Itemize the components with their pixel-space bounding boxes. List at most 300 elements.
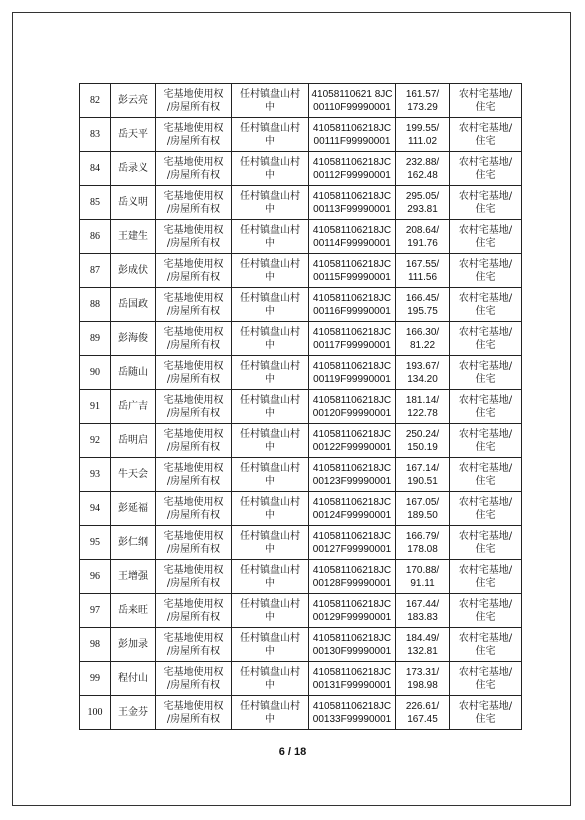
right-type-cell — [156, 458, 232, 492]
land-use-line: 住宅 — [475, 203, 496, 215]
area-line: 132.81 — [407, 645, 438, 657]
land-use-cell — [450, 424, 522, 458]
area-line: 166.45/ — [405, 292, 440, 304]
area-line: 178.08 — [407, 543, 438, 555]
location-line: 中 — [265, 237, 275, 249]
area-line: 250.24/ — [405, 428, 440, 440]
unit-code-cell — [309, 84, 396, 118]
area-line: 167.05/ — [405, 496, 440, 508]
land-use-line: 住宅 — [475, 441, 496, 453]
land-use-cell — [450, 458, 522, 492]
table-row — [80, 696, 522, 730]
unit-code-cell — [309, 628, 396, 662]
right-type-cell — [156, 254, 232, 288]
unit-code-cell — [309, 662, 396, 696]
table-row — [80, 254, 522, 288]
holder-name-cell: 彭云亮 — [111, 84, 156, 118]
area-line: 226.61/ — [405, 700, 440, 712]
location-line: 任村镇盘山村 — [240, 598, 300, 610]
unit-code-cell — [309, 356, 396, 390]
right-type-cell — [156, 526, 232, 560]
holder-name-cell: 彭仁纲 — [111, 526, 156, 560]
location-cell — [232, 424, 309, 458]
location-line: 中 — [265, 577, 275, 589]
unit-code-line: 410581106218JC — [312, 462, 392, 474]
location-line: 任村镇盘山村 — [240, 632, 300, 644]
area-cell — [396, 594, 450, 628]
row-number-cell: 82 — [80, 84, 111, 118]
right-type-line: 宅基地使用权 — [163, 122, 224, 134]
right-type-line: 宅基地使用权 — [163, 598, 224, 610]
right-type-line: 宅基地使用权 — [163, 462, 224, 474]
location-cell — [232, 390, 309, 424]
land-use-line: 住宅 — [475, 475, 496, 487]
unit-code-cell — [309, 696, 396, 730]
unit-code-cell — [309, 594, 396, 628]
right-type-line: /房屋所有权 — [166, 611, 221, 623]
area-line: 199.55/ — [405, 122, 440, 134]
unit-code-line: 00115F99990001 — [313, 271, 391, 283]
land-use-cell — [450, 288, 522, 322]
location-line: 任村镇盘山村 — [240, 122, 300, 134]
area-line: 122.78 — [407, 407, 438, 419]
land-use-line: 农村宅基地/ — [458, 326, 513, 338]
right-type-line: /房屋所有权 — [166, 373, 221, 385]
unit-code-line: 00120F99990001 — [312, 407, 392, 419]
holder-name-cell: 彭成伏 — [111, 254, 156, 288]
right-type-line: /房屋所有权 — [166, 679, 221, 691]
right-type-cell — [156, 118, 232, 152]
location-line: 中 — [265, 203, 275, 215]
area-line: 111.02 — [407, 135, 438, 147]
land-use-line: 农村宅基地/ — [458, 394, 513, 406]
right-type-line: 宅基地使用权 — [163, 632, 224, 644]
area-line: 167.55/ — [405, 258, 440, 270]
land-use-cell — [450, 594, 522, 628]
unit-code-line: 410581106218JC — [312, 122, 392, 134]
unit-code-line: 410581106218JC — [312, 530, 392, 542]
location-line: 中 — [265, 135, 275, 147]
land-use-line: 住宅 — [475, 237, 496, 249]
right-type-cell — [156, 424, 232, 458]
right-type-line: 宅基地使用权 — [163, 190, 224, 202]
table-row — [80, 288, 522, 322]
right-type-line: /房屋所有权 — [166, 441, 221, 453]
right-type-cell — [156, 696, 232, 730]
table-row — [80, 492, 522, 526]
right-type-line: 宅基地使用权 — [163, 394, 224, 406]
row-number-cell: 85 — [80, 186, 111, 220]
table-row — [80, 152, 522, 186]
area-line: 173.31/ — [405, 666, 440, 678]
area-line: 173.29 — [407, 101, 438, 113]
right-type-cell — [156, 662, 232, 696]
land-use-line: 农村宅基地/ — [458, 700, 513, 712]
right-type-cell — [156, 322, 232, 356]
right-type-line: 宅基地使用权 — [163, 530, 224, 542]
row-number-cell: 83 — [80, 118, 111, 152]
location-cell — [232, 458, 309, 492]
land-use-line: 住宅 — [475, 679, 496, 691]
right-type-cell — [156, 628, 232, 662]
land-use-line: 农村宅基地/ — [458, 156, 513, 168]
land-use-line: 住宅 — [475, 543, 496, 555]
right-type-line: /房屋所有权 — [166, 543, 221, 555]
unit-code-line: 00133F99990001 — [312, 713, 392, 725]
area-line: 198.98 — [407, 679, 438, 691]
location-line: 任村镇盘山村 — [240, 496, 300, 508]
location-cell — [232, 220, 309, 254]
land-use-line: 住宅 — [475, 373, 496, 385]
land-use-cell — [450, 152, 522, 186]
unit-code-line: 410581106218JC — [312, 700, 392, 712]
unit-code-line: 410581106218JC — [312, 360, 392, 372]
area-line: 293.81 — [407, 203, 438, 215]
unit-code-line: 00119F99990001 — [313, 373, 391, 385]
area-cell — [396, 390, 450, 424]
land-use-line: 住宅 — [475, 271, 496, 283]
location-line: 中 — [265, 305, 275, 317]
area-line: 170.88/ — [405, 564, 440, 576]
area-line: 167.14/ — [405, 462, 440, 474]
area-cell — [396, 458, 450, 492]
land-use-line: 农村宅基地/ — [458, 462, 513, 474]
right-type-line: /房屋所有权 — [166, 203, 221, 215]
row-number-cell: 95 — [80, 526, 111, 560]
location-cell — [232, 186, 309, 220]
land-use-cell — [450, 390, 522, 424]
unit-code-line: 00129F99990001 — [312, 611, 392, 623]
land-use-line: 住宅 — [475, 339, 496, 351]
unit-code-line: 410581106218JC — [312, 156, 392, 168]
right-type-line: /房屋所有权 — [166, 237, 221, 249]
right-type-line: 宅基地使用权 — [163, 428, 224, 440]
holder-name-cell: 岳录义 — [111, 152, 156, 186]
right-type-line: /房屋所有权 — [166, 169, 221, 181]
area-cell — [396, 628, 450, 662]
location-line: 任村镇盘山村 — [240, 224, 300, 236]
right-type-cell — [156, 390, 232, 424]
area-line: 91.11 — [410, 577, 435, 589]
holder-name-cell: 彭海俊 — [111, 322, 156, 356]
row-number-cell: 100 — [80, 696, 111, 730]
table-row — [80, 662, 522, 696]
area-cell — [396, 492, 450, 526]
unit-code-line: 410581106218JC — [312, 428, 392, 440]
table-row — [80, 560, 522, 594]
area-line: 166.30/ — [405, 326, 440, 338]
unit-code-line: 00116F99990001 — [313, 305, 391, 317]
area-line: 161.57/ — [405, 88, 440, 100]
unit-code-line: 00117F99990001 — [313, 339, 391, 351]
holder-name-cell: 岳明启 — [111, 424, 156, 458]
area-line: 81.22 — [409, 339, 436, 351]
area-line: 167.45 — [407, 713, 438, 725]
row-number-cell: 88 — [80, 288, 111, 322]
area-cell — [396, 288, 450, 322]
location-cell — [232, 288, 309, 322]
unit-code-cell — [309, 288, 396, 322]
area-line: 295.05/ — [405, 190, 440, 202]
unit-code-line: 410581106218JC — [312, 258, 392, 270]
area-line: 189.50 — [407, 509, 438, 521]
land-use-line: 农村宅基地/ — [458, 360, 513, 372]
right-type-line: 宅基地使用权 — [163, 88, 224, 100]
area-line: 162.48 — [407, 169, 438, 181]
unit-code-cell — [309, 424, 396, 458]
row-number-cell: 99 — [80, 662, 111, 696]
unit-code-line: 410581106218JC — [312, 666, 392, 678]
unit-code-line: 410581106218JC — [312, 326, 392, 338]
unit-code-cell — [309, 186, 396, 220]
area-line: 166.79/ — [405, 530, 440, 542]
location-line: 任村镇盘山村 — [240, 530, 300, 542]
land-use-line: 农村宅基地/ — [458, 666, 513, 678]
table-row — [80, 594, 522, 628]
location-line: 中 — [265, 645, 275, 657]
location-cell — [232, 118, 309, 152]
location-line: 任村镇盘山村 — [240, 428, 300, 440]
area-line: 232.88/ — [405, 156, 440, 168]
row-number-cell: 90 — [80, 356, 111, 390]
location-line: 任村镇盘山村 — [240, 394, 300, 406]
area-line: 150.19 — [407, 441, 438, 453]
right-type-line: /房屋所有权 — [166, 577, 221, 589]
location-line: 中 — [265, 373, 275, 385]
location-cell — [232, 152, 309, 186]
table-row — [80, 458, 522, 492]
right-type-line: 宅基地使用权 — [163, 258, 224, 270]
table-row — [80, 220, 522, 254]
area-cell — [396, 220, 450, 254]
unit-code-line: 00127F99990001 — [312, 543, 392, 555]
area-line: 191.76 — [407, 237, 438, 249]
unit-code-line: 410581106218JC — [312, 564, 392, 576]
location-line: 中 — [265, 713, 275, 725]
right-type-line: /房屋所有权 — [166, 475, 221, 487]
location-cell — [232, 492, 309, 526]
row-number-cell: 86 — [80, 220, 111, 254]
table-row — [80, 424, 522, 458]
location-cell — [232, 356, 309, 390]
holder-name-cell: 王建生 — [111, 220, 156, 254]
row-number-cell: 97 — [80, 594, 111, 628]
holder-name-cell: 彭延福 — [111, 492, 156, 526]
location-line: 中 — [265, 407, 275, 419]
right-type-cell — [156, 288, 232, 322]
right-type-cell — [156, 186, 232, 220]
holder-name-cell: 王增强 — [111, 560, 156, 594]
location-cell — [232, 662, 309, 696]
right-type-line: 宅基地使用权 — [163, 292, 224, 304]
right-type-line: 宅基地使用权 — [163, 700, 224, 712]
unit-code-cell — [309, 526, 396, 560]
row-number-cell: 94 — [80, 492, 111, 526]
right-type-line: /房屋所有权 — [166, 305, 221, 317]
area-cell — [396, 322, 450, 356]
location-line: 任村镇盘山村 — [240, 326, 300, 338]
land-use-line: 住宅 — [475, 305, 496, 317]
right-type-line: /房屋所有权 — [166, 339, 221, 351]
row-number-cell: 84 — [80, 152, 111, 186]
location-line: 中 — [265, 679, 275, 691]
location-line: 中 — [265, 543, 275, 555]
area-cell — [396, 118, 450, 152]
unit-code-line: 00131F99990001 — [312, 679, 392, 691]
right-type-line: 宅基地使用权 — [163, 224, 224, 236]
location-cell — [232, 560, 309, 594]
area-line: 190.51 — [407, 475, 438, 487]
location-cell — [232, 696, 309, 730]
land-use-line: 农村宅基地/ — [458, 428, 513, 440]
unit-code-line: 00124F99990001 — [312, 509, 392, 521]
land-use-line: 住宅 — [475, 101, 496, 113]
location-line: 任村镇盘山村 — [240, 666, 300, 678]
area-cell — [396, 186, 450, 220]
unit-code-cell — [309, 492, 396, 526]
location-line: 中 — [265, 169, 275, 181]
location-line: 任村镇盘山村 — [240, 462, 300, 474]
location-cell — [232, 628, 309, 662]
right-type-cell — [156, 560, 232, 594]
area-cell — [396, 84, 450, 118]
row-number-cell: 96 — [80, 560, 111, 594]
unit-code-line: 410581106218JC — [312, 190, 392, 202]
land-use-cell — [450, 356, 522, 390]
area-line: 167.44/ — [405, 598, 440, 610]
land-use-line: 农村宅基地/ — [458, 88, 513, 100]
land-use-line: 住宅 — [475, 645, 496, 657]
location-line: 任村镇盘山村 — [240, 88, 300, 100]
table-row — [80, 628, 522, 662]
right-type-line: /房屋所有权 — [166, 509, 221, 521]
location-cell — [232, 322, 309, 356]
unit-code-cell — [309, 254, 396, 288]
land-use-line: 农村宅基地/ — [458, 632, 513, 644]
unit-code-cell — [309, 560, 396, 594]
holder-name-cell: 岳天平 — [111, 118, 156, 152]
right-type-line: 宅基地使用权 — [163, 326, 224, 338]
land-use-line: 农村宅基地/ — [458, 564, 513, 576]
unit-code-line: 410581106218JC — [312, 224, 392, 236]
unit-code-line: 00111F99990001 — [313, 135, 391, 147]
location-line: 中 — [265, 339, 275, 351]
right-type-line: /房屋所有权 — [166, 713, 221, 725]
area-cell — [396, 424, 450, 458]
land-use-cell — [450, 254, 522, 288]
land-use-line: 住宅 — [475, 611, 496, 623]
area-line: 181.14/ — [405, 394, 440, 406]
right-type-line: 宅基地使用权 — [163, 496, 224, 508]
right-type-cell — [156, 84, 232, 118]
land-use-cell — [450, 186, 522, 220]
land-use-line: 住宅 — [475, 407, 496, 419]
unit-code-cell — [309, 118, 396, 152]
location-line: 任村镇盘山村 — [240, 258, 300, 270]
unit-code-cell — [309, 322, 396, 356]
land-use-line: 农村宅基地/ — [458, 122, 513, 134]
right-type-cell — [156, 492, 232, 526]
land-use-line: 农村宅基地/ — [458, 292, 513, 304]
land-use-line: 农村宅基地/ — [458, 530, 513, 542]
right-type-line: 宅基地使用权 — [163, 360, 224, 372]
unit-code-line: 00112F99990001 — [313, 169, 391, 181]
area-line: 193.67/ — [405, 360, 440, 372]
row-number-cell: 98 — [80, 628, 111, 662]
holder-name-cell: 岳广吉 — [111, 390, 156, 424]
land-use-cell — [450, 118, 522, 152]
area-cell — [396, 356, 450, 390]
location-line: 中 — [265, 271, 275, 283]
right-type-line: /房屋所有权 — [166, 271, 221, 283]
unit-code-line: 00123F99990001 — [312, 475, 392, 487]
location-line: 任村镇盘山村 — [240, 564, 300, 576]
records-table — [79, 83, 522, 730]
location-line: 中 — [265, 441, 275, 453]
location-cell — [232, 594, 309, 628]
holder-name-cell: 岳国政 — [111, 288, 156, 322]
unit-code-line: 410581106218JC — [312, 496, 392, 508]
land-use-line: 住宅 — [475, 713, 496, 725]
unit-code-line: 00110F99990001 — [313, 101, 391, 113]
right-type-cell — [156, 220, 232, 254]
land-use-cell — [450, 526, 522, 560]
table-row — [80, 390, 522, 424]
right-type-line: /房屋所有权 — [166, 135, 221, 147]
unit-code-cell — [309, 390, 396, 424]
land-use-line: 农村宅基地/ — [458, 598, 513, 610]
unit-code-line: 00114F99990001 — [313, 237, 391, 249]
land-use-cell — [450, 662, 522, 696]
area-cell — [396, 526, 450, 560]
land-use-line: 住宅 — [475, 577, 496, 589]
row-number-cell: 89 — [80, 322, 111, 356]
unit-code-line: 410581106218JC — [312, 598, 392, 610]
unit-code-cell — [309, 220, 396, 254]
holder-name-cell: 岳来旺 — [111, 594, 156, 628]
table-row — [80, 526, 522, 560]
location-line: 任村镇盘山村 — [240, 292, 300, 304]
area-line: 183.83 — [407, 611, 438, 623]
land-use-line: 农村宅基地/ — [458, 190, 513, 202]
table-row — [80, 186, 522, 220]
right-type-line: /房屋所有权 — [166, 407, 221, 419]
table-row — [80, 322, 522, 356]
unit-code-line: 41058110621 8JC — [311, 88, 393, 100]
land-use-cell — [450, 560, 522, 594]
holder-name-cell: 岳随山 — [111, 356, 156, 390]
land-use-cell — [450, 84, 522, 118]
right-type-cell — [156, 594, 232, 628]
holder-name-cell: 彭加录 — [111, 628, 156, 662]
land-use-line: 农村宅基地/ — [458, 258, 513, 270]
location-line: 中 — [265, 475, 275, 487]
location-line: 任村镇盘山村 — [240, 156, 300, 168]
location-line: 中 — [265, 611, 275, 623]
land-use-cell — [450, 696, 522, 730]
area-line: 184.49/ — [405, 632, 440, 644]
location-line: 任村镇盘山村 — [240, 190, 300, 202]
area-cell — [396, 254, 450, 288]
location-cell — [232, 254, 309, 288]
unit-code-line: 00130F99990001 — [312, 645, 392, 657]
area-line: 208.64/ — [405, 224, 440, 236]
unit-code-cell — [309, 152, 396, 186]
area-line: 134.20 — [407, 373, 438, 385]
area-cell — [396, 152, 450, 186]
unit-code-line: 00122F99990001 — [312, 441, 392, 453]
records-table-body — [80, 84, 522, 730]
